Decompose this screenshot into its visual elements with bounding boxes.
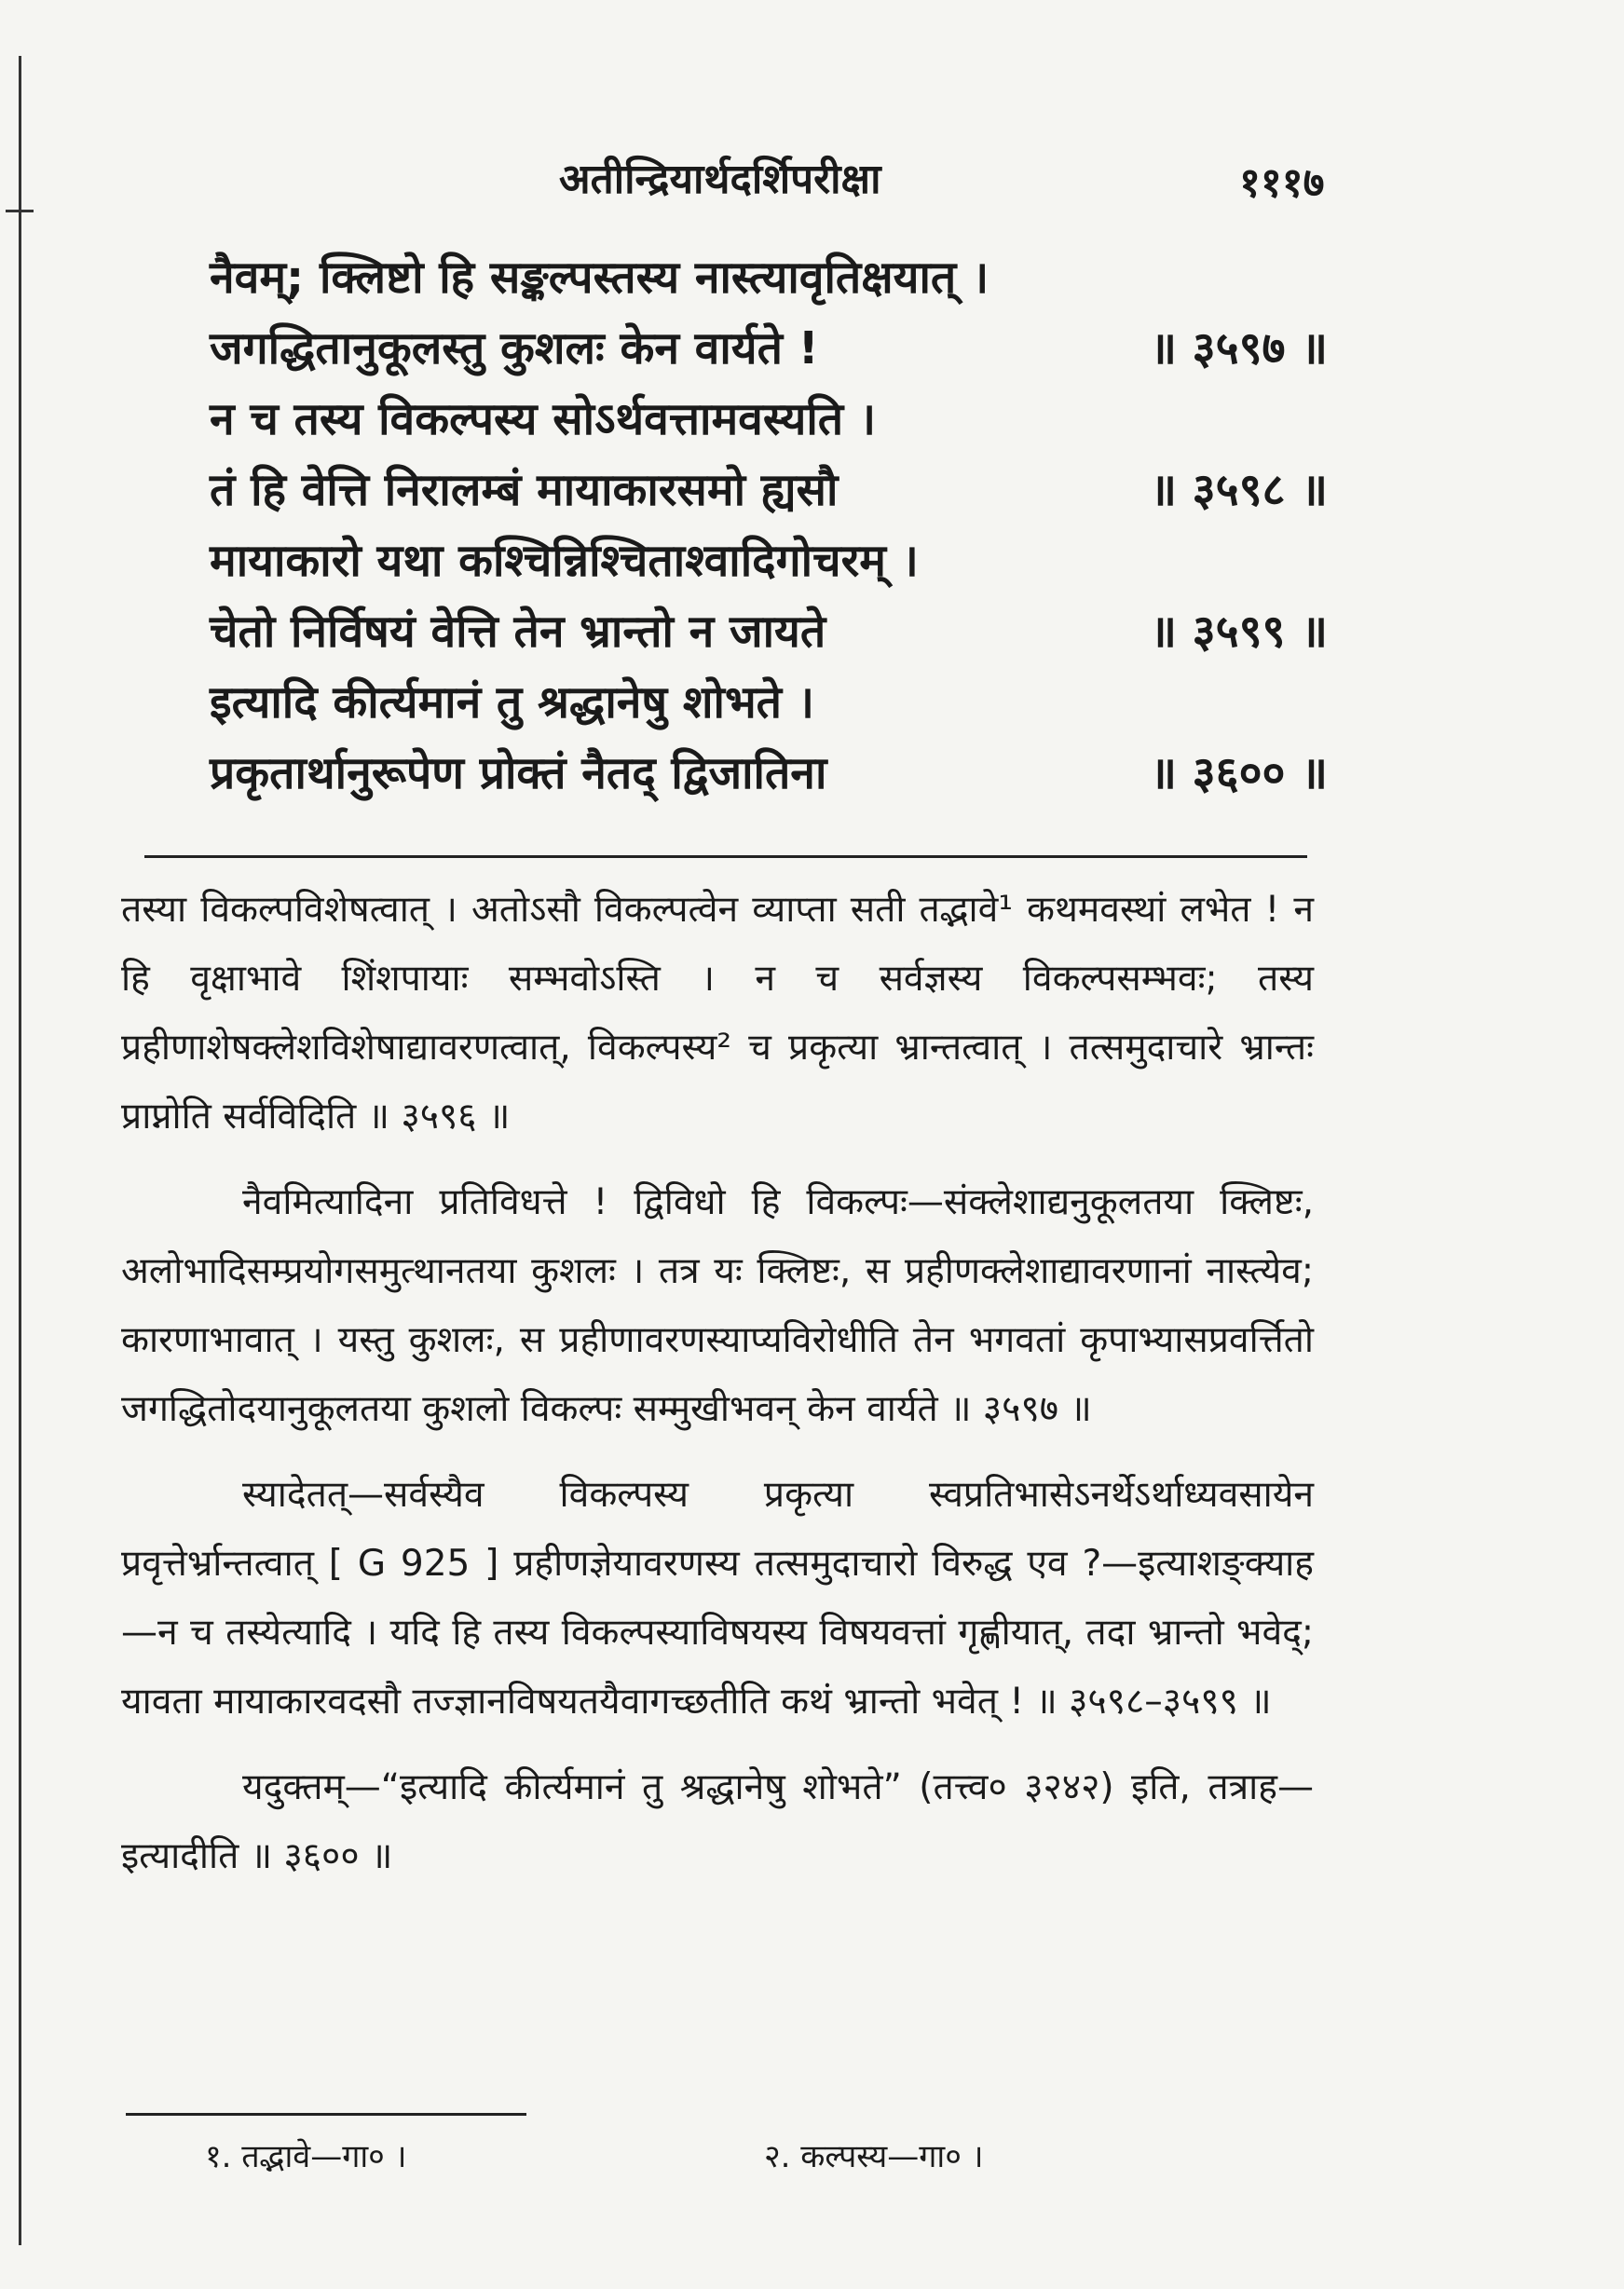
- verse-line: [210, 596, 1328, 667]
- footnotes: [0, 2133, 1624, 2189]
- commentary-block: [121, 876, 1314, 1908]
- page-number: १११७: [1239, 159, 1325, 207]
- verse-line: [210, 455, 1328, 525]
- verse-number: ॥ ३५९८ ॥: [1150, 464, 1328, 516]
- commentary-paragraph: तस्या विकल्पविशेषत्वात् । अतोऽसौ विकल्पत्वेन व्याप्ता सती तद्भावे¹ कथमवस्थां लभेत ! न हि वृक्षाभावे शिंशपायाः सम्भवोऽस्ति । न च सर्वज्ञस्य विकल्पसम्भवः; तस्य प्रहीणाशेषक्लेशविशेषाद्यावरणत्वात्, विकल्पस्य² च प्रकृत्या भ्रान्तत्वात् । तत्समुदाचारे भ्रान्तः प्राप्नोति सर्वविदिति ॥ ३५९६ ॥: [121, 889, 1314, 1138]
- verse-text: जगद्धितानुकूलस्तु कुशलः केन वार्यते !: [210, 322, 819, 375]
- running-title: अतीन्द्रियार्थदर्शिपरीक्षा: [559, 156, 881, 203]
- verse-text: न च तस्य विकल्पस्य सोऽर्थवत्तामवस्यति ।: [210, 393, 877, 445]
- page-header: [0, 140, 1624, 214]
- verse-line: [210, 667, 1328, 738]
- footnote-2: २. कल्पस्य—गा० ।: [764, 2138, 984, 2175]
- verse-text: मायाकारो यथा कश्चिन्निश्चिताश्वादिगोचरम् ।: [210, 535, 919, 587]
- verse-number: ॥ ३६०० ॥: [1150, 747, 1328, 799]
- verse-text: इत्यादि कीर्त्यमानं तु श्रद्धानेषु शोभते ।: [210, 676, 814, 729]
- verse-block: [210, 242, 1328, 809]
- verse-line: [210, 525, 1328, 596]
- section-divider: [144, 855, 1307, 858]
- verse-number: ॥ ३५९९ ॥: [1150, 606, 1328, 658]
- footnote-1: १. तद्भावे—गा० ।: [205, 2138, 407, 2175]
- verse-line: [210, 313, 1328, 384]
- commentary-paragraph: नैवमित्यादिना प्रतिविधत्ते ! द्विविधो हि विकल्पः—संक्लेशाद्यनुकूलतया क्लिष्टः, अलोभादिसम्प्रयोगसमुत्थानतया कुशलः । तत्र यः क्लिष्टः, स प्रहीणक्लेशाद्यावरणानां नास्त्येव; कारणाभावात् । यस्तु कुशलः, स प्रहीणावरणस्याप्यविरोधीति तेन भगवतां कृपाभ्यासप्रवर्त्तितो जगद्धितोदयानुकूलतया कुशलो विकल्पः सम्मुखीभवन् केन वार्यते ॥ ३५९७ ॥: [121, 1181, 1314, 1430]
- verse-line: [210, 242, 1328, 313]
- commentary-paragraph: स्यादेतत्—सर्वस्यैव विकल्पस्य प्रकृत्या स्वप्रतिभासेऽनर्थेऽर्थाध्यवसायेन प्रवृत्तेर्भ्रान्तत्वात् [ G 925 ] प्रहीणज्ञेयावरणस्य तत्समुदाचारो विरुद्ध एव ?—इत्याशङ्क्याह—न च तस्येत्यादि । यदि हि तस्य विकल्पस्याविषयस्य विषयवत्तां गृह्णीयात्, तदा भ्रान्तो भवेद्; यावता मायाकारवदसौ तज्ज्ञानविषयतयैवागच्छतीति कथं भ्रान्तो भवेत् ! ॥ ३५९८–३५९९ ॥: [121, 1474, 1314, 1723]
- verse-line: [210, 738, 1328, 809]
- footnote-divider: [126, 2113, 526, 2116]
- verse-text: प्रकृतार्थानुरूपेण प्रोक्तं नैतद् द्विजातिना: [210, 747, 827, 799]
- verse-number: ॥ ३५९७ ॥: [1150, 322, 1328, 375]
- verse-text: नैवम्; क्लिष्टो हि सङ्कल्पस्तस्य नास्त्यावृतिक्षयात् ।: [210, 252, 989, 304]
- binding-margin-line: [19, 56, 21, 2245]
- verse-text: चेतो निर्विषयं वेत्ति तेन भ्रान्तो न जायते: [210, 606, 826, 658]
- verse-line: [210, 384, 1328, 455]
- commentary-paragraph: यदुक्तम्—“इत्यादि कीर्त्यमानं तु श्रद्धानेषु शोभते” (तत्त्व० ३२४२) इति, तत्राह—इत्यादीति ॥ ३६०० ॥: [121, 1766, 1314, 1877]
- verse-text: तं हि वेत्ति निरालम्बं मायाकारसमो ह्यसौ: [210, 464, 839, 516]
